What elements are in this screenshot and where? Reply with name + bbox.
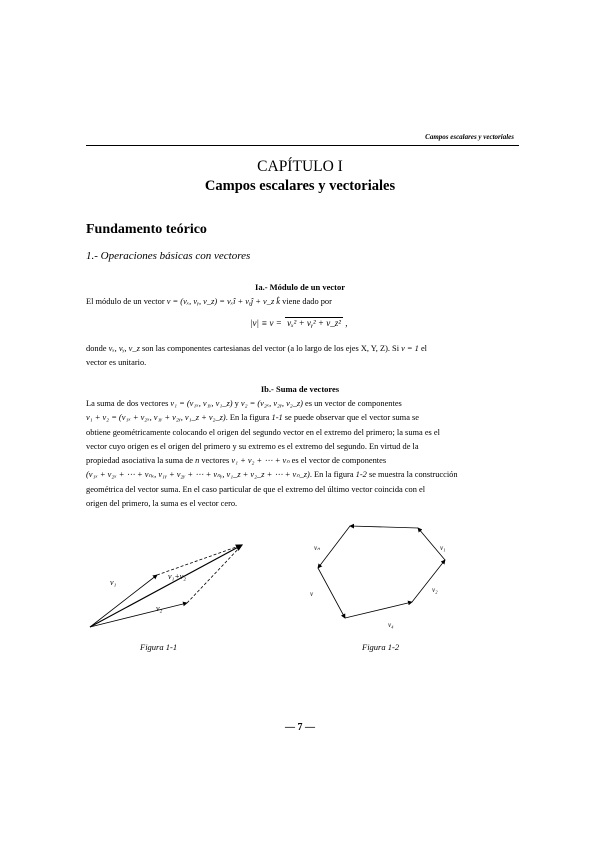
fig2-arrow-4 [350,526,418,528]
b-line4: vector cuyo origen es el origen del primero y su extremo es el extremo del segundo. En virtud de la [86,441,419,451]
intro-text: El módulo de un vector [86,297,165,306]
chapter-number: CAPÍTULO I [257,158,343,175]
fig1-v2-arrow [90,603,187,627]
b-line6b: . En la figura [309,470,354,480]
vector-definition: v = (vₓ, vᵧ, v_z) = vₓî + vᵧĵ + v_z k̂ [166,297,281,306]
n-symbol: n [195,456,200,466]
b-line5b: vectores [201,456,230,466]
fig1-v1-translated [187,545,242,603]
unit-condition: v = 1 [401,344,419,353]
components-text: son las componentes cartesianas del vector (a lo largo de los ejes X, Y, Z). Si [141,344,400,353]
part-a-donde [86,342,519,371]
fig2-label-v2: v₂ [432,586,438,594]
fig2-arrow-2 [412,560,445,602]
section-heading: Fundamento teórico [86,222,207,237]
b-line5a: propiedad asociativa la suma de [86,456,193,466]
b-line8: origen del primero, la suma es el vector cero. [86,499,238,509]
fig2-arrow-6 [318,568,345,618]
subsection-heading: 1.- Operaciones básicas con vectores [86,250,251,262]
unit-line2: vector es unitario. [86,358,147,368]
fig2-arrow-1 [345,602,412,618]
b-line7: geométrica del vector suma. En el caso particular de que el extremo del último vector coincida con el [86,484,426,494]
part-b-body [86,397,519,511]
modulus-equation [250,317,347,328]
vector-sum: v₁ + v₂ = (v₁ₓ + v₂ₓ, v₁ᵧ + v₂ᵧ, v₁_z + v₂_z) [86,413,226,423]
b-line6c: se muestra la construcción [368,470,458,480]
running-head: Campos escalares y vectoriales [425,133,514,141]
b-line2c: se puede observar que el vector suma se [284,413,419,423]
b-line1a: La suma de dos vectores [86,399,169,408]
page-number: — 7 — [285,722,315,733]
part-a-intro [86,295,519,309]
fig2-arrow-5 [318,526,350,568]
b-line3: obtiene geométricamente colocando el origen del segundo vector en el extremo del primero; la suma es el [86,427,440,437]
n-vector-sum: v₁ + v₂ + ⋯ + vₙ [231,456,290,466]
sum-components: (v₁ₓ + v₂ₓ + ⋯ + vₙₓ, v₁ᵧ + v₂ᵧ + ⋯ + vₙᵧ, v₁_z + v₂_z + ⋯ + vₙ_z) [86,470,310,480]
b-y: y [234,399,239,408]
part-b-heading: Ib.- Suma de vectores [260,384,340,394]
b-line2b: . En la figura [225,413,270,423]
fig1-label-v2: v₂ [156,604,163,613]
modulus-radicand: vₓ² + vᵧ² + v_z² [287,318,341,328]
unit-text-end: el [420,344,428,353]
fig-ref-1: 1-1 [271,413,283,423]
figure-1-1-caption: Figura 1-1 [140,642,178,652]
part-a-heading: Ia.- Módulo de un vector [255,282,345,292]
fig2-label-v4: v₄ [388,621,394,629]
figure-1-1 [82,535,252,635]
fig1-v2-translated [157,545,242,575]
donde-text: donde [86,344,107,353]
figure-1-2 [300,520,460,630]
components: vₓ, vᵧ, v_z [108,344,140,353]
chapter-title: Campos escalares y vectoriales [204,178,396,194]
modulus-end: , [345,318,348,328]
fig1-label-sum: v₁+v₂ [168,572,187,581]
vector-v2: v₂ = (v₂ₓ, v₂ᵧ, v₂_z) [240,399,303,408]
fig2-label-v5: v [310,590,314,598]
header-rule [86,145,519,146]
b-line5c: es el vector de componentes [291,456,387,466]
modulus-left: |v| ≡ v = [250,318,282,328]
fig2-label-v1: v₁ [440,544,446,552]
viene-text: viene dado por [282,297,332,306]
b-line1b: es un vector de componentes [305,399,402,408]
figure-1-2-caption: Figura 1-2 [362,642,400,652]
fig1-label-v1: v₁ [110,578,117,587]
fig-ref-2: 1-2 [355,470,367,480]
fig1-v1-arrow [90,575,157,627]
vector-v1: v₁ = (v₁ₓ, v₁ᵧ, v₁_z) [170,399,233,408]
fig2-label-vn: vₙ [314,544,320,552]
